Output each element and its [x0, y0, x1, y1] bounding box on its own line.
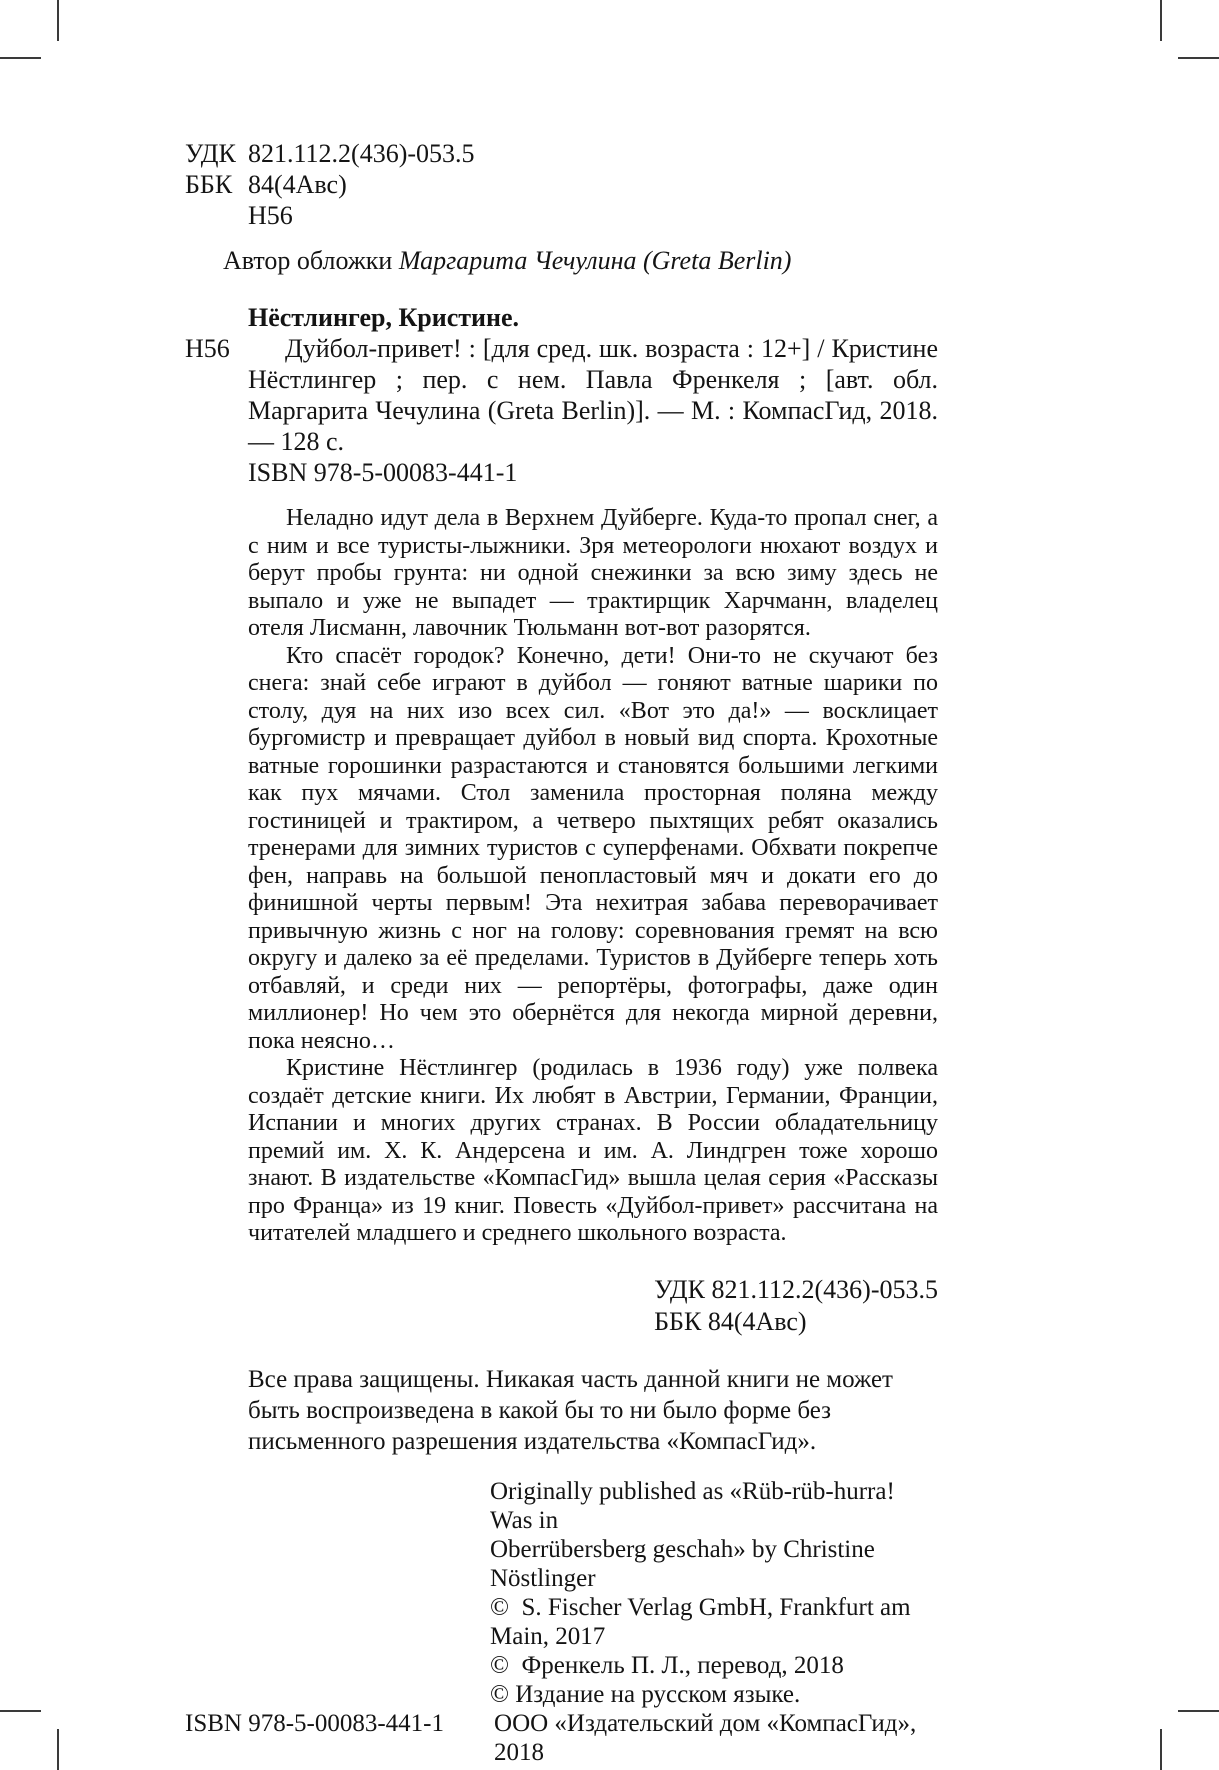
copyright-russian-edition: © Издание на русском языке. — [490, 1680, 801, 1708]
original-title-line-2: Oberrübersberg geschah» by Christine Nöstlinger — [490, 1535, 882, 1592]
bbk-value: 84(4Авс) — [248, 170, 347, 199]
copyright-translator: © Френкель П. Л., перевод, 2018 — [490, 1651, 844, 1679]
classification-footer-inner — [654, 1274, 938, 1338]
bbk-label: ББК — [185, 170, 233, 199]
crop-mark-bottom-right-vertical — [1160, 1729, 1162, 1770]
rights-notice: Все права защищены. Никакая часть данной книги не может быть воспроизведена в какой бы то ни было форме без письменного разрешения издательства «КомпасГид». — [248, 1365, 893, 1455]
entry-description: Дуйбол-привет! : [для сред. шк. возраста : 12+] / Кристине Нёстлингер ; пер. с нем. Павла Френкеля ; [авт. обл. Маргарита Чечулина (Greta Berlin)]. — М. : КомпасГид, 2018. — 128 с. — [248, 334, 938, 456]
classification-footer — [185, 1274, 938, 1338]
udk-row — [185, 138, 938, 169]
classification-header — [185, 138, 938, 231]
crop-mark-top-right-vertical — [1160, 0, 1162, 41]
catalog-entry — [185, 302, 938, 488]
copyright-publisher-original: © S. Fischer Verlag GmbH, Frankfurt am Main, 2017 — [490, 1593, 917, 1650]
isbn-bottom: ISBN 978-5-00083-441-1 — [185, 1709, 445, 1737]
udk-label: УДК — [185, 139, 236, 168]
entry-body — [185, 333, 938, 488]
crop-mark-top-left-horizontal — [0, 57, 41, 59]
annotation-paragraph-2: Кто спасёт городок? Конечно, дети! Они-то не скучают без снега: знай себе играют в дуйбол — гоняют ватные шарики по столу, дуя на них изо всех сил. «Вот это да!» — восклицает бургомистр и превращает дуйбол в новый вид спорта. Крохотные ватные горошинки разрастаются и становятся большими легкими как пух мячами. Стол заменила просторная поляна между гостиницей и трактиром, а четверо пыхтящих ребят оказались тренерами для зимних туристов с суперфенами. Обхвати покрепче фен, направь на большой пенопластовый мяч и докати его до финишной черты первым! Эта нехитрая забава переворачивает привычную жизнь с ног на голову: соревнования гремят на всю округу и далеко за её пределами. Туристов в Дуйберге теперь хоть отбавляй, и среди них — репортёры, фотографы, даже один миллионер! Но чем это обернётся для некогда мирной деревни, пока неясно… — [248, 642, 938, 1054]
copyright-block — [490, 1477, 938, 1709]
crop-mark-bottom-left-vertical — [57, 1729, 59, 1770]
entry-code: Н56 — [185, 334, 230, 363]
crop-mark-bottom-left-horizontal — [0, 1710, 41, 1712]
annotation-paragraph-3: Кристине Нёстлингер (родилась в 1936 году) уже полвека создаёт детские книги. Их любят в Австрии, Германии, Франции, Испании и многих других странах. В России обладательницу премий им. Х. К. Андерсена и им. А. Линдгрен тоже хорошо знают. В издательстве «КомпасГид» вышла целая серия «Рассказы про Франца» из 19 книг. Повесть «Дуйбол-привет» рассчитана на читателей младшего и среднего школьного возраста. — [248, 1055, 938, 1246]
crop-mark-top-right-horizontal — [1178, 57, 1219, 59]
annotation — [248, 505, 938, 1248]
author-code: Н56 — [248, 201, 293, 230]
entry-author: Нёстлингер, Кристине. — [248, 303, 520, 332]
footer-bbk: ББК 84(4Авс) — [654, 1306, 807, 1336]
author-code-row — [185, 200, 938, 231]
publisher-line: ООО «Издательский дом «КомпасГид», 2018 — [494, 1709, 923, 1766]
footer-udk: УДК 821.112.2(436)-053.5 — [654, 1274, 938, 1304]
crop-mark-bottom-right-horizontal — [1178, 1710, 1219, 1712]
imprint-content — [185, 138, 938, 1767]
entry-isbn: ISBN 978-5-00083-441-1 — [248, 458, 518, 487]
imprint-bottom-row — [185, 1709, 938, 1767]
crop-mark-top-left-vertical — [57, 0, 59, 41]
cover-credit-prefix: Автор обложки — [223, 246, 399, 275]
udk-value: 821.112.2(436)-053.5 — [248, 139, 475, 168]
annotation-paragraph-1: Неладно идут дела в Верхнем Дуйберге. Куда-то пропал снег, а с ним и все туристы-лыжники. Зря метеорологи нюхают воздух и берут пробы грунта: ни одной снежинки за всю зиму здесь не выпало и уже не выпадет — трактирщик Харчманн, владелец отеля Лисманн, лавочник Тюльманн вот-вот разорятся. — [248, 505, 938, 641]
cover-credit-name: Маргарита Чечулина (Greta Berlin) — [398, 246, 792, 275]
cover-credit — [223, 245, 938, 276]
original-title-line-1: Originally published as «Rüb-rüb-hurra! Was in — [490, 1477, 901, 1534]
bbk-row — [185, 169, 938, 200]
